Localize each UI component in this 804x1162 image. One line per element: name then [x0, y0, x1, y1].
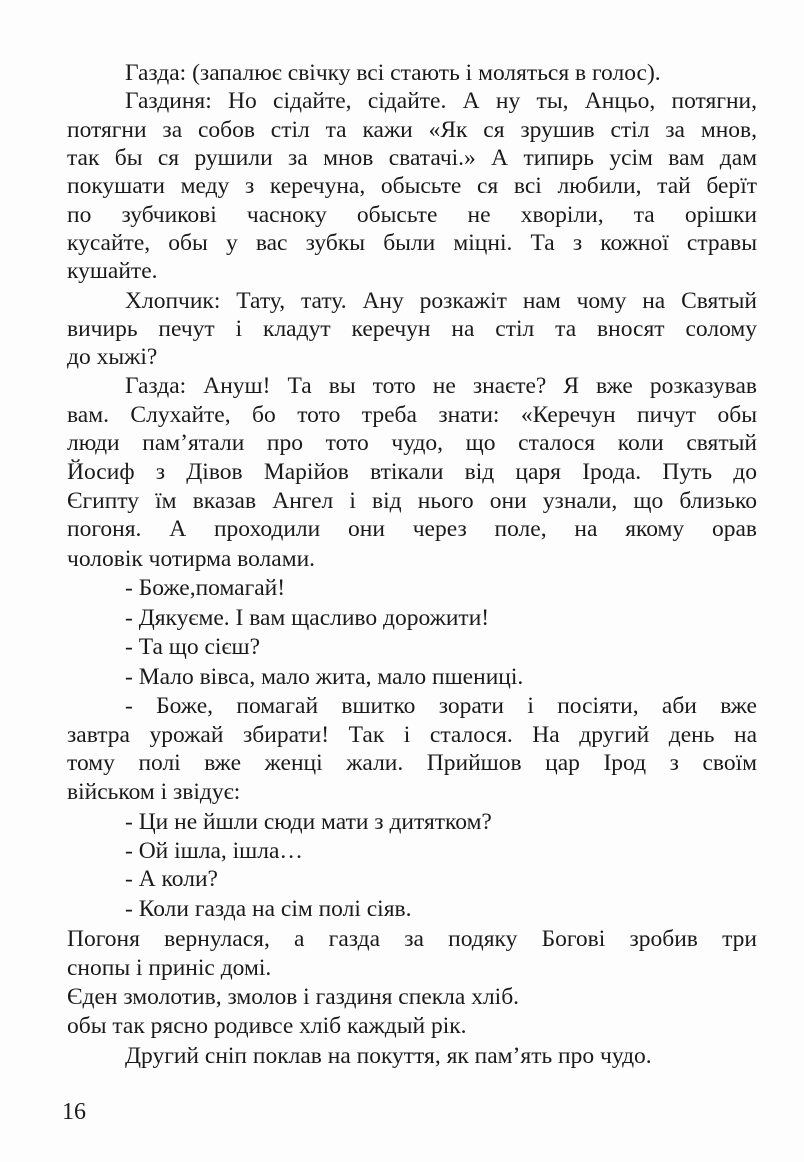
text-line: Йосиф з Дівов Марійов втікали від царя Ірода. Путь до	[67, 459, 757, 485]
text-line: - Боже, помагай вшитко зорати і посіяти, аби вже	[125, 693, 757, 719]
text-line: покушати меду з керечуна, обысьте ся всі любили, тай берїт	[67, 173, 757, 199]
text-line: - Коли газда на сім полі сіяв.	[125, 896, 412, 922]
text-line: - Та що сієш?	[125, 634, 261, 660]
text-line: Газдиня: Но сідайте, сідайте. А ну ты, Анцьо, потягни,	[125, 87, 757, 114]
text-line: - Ой ішла, ішла…	[125, 838, 303, 864]
text-line: - Мало вівса, мало жита, мало пшениці.	[125, 664, 524, 690]
text-line: Єгипту їм вказав Ангел і від нього они узнали, що близько	[67, 488, 757, 514]
text-line: тому полі вже женці жали. Прийшов цар Ірод з своїм	[67, 750, 757, 776]
text-line: погоня. А проходили они через поле, на якому орав	[67, 516, 757, 542]
text-line: чоловік чотирма волами.	[67, 546, 316, 572]
text-line: кусайте, обы у вас зубкы были міцні. Та з кожної стравы	[67, 230, 757, 256]
text-line: так бы ся рушили за мнов сватачі.» А типирь усім вам дам	[67, 144, 757, 171]
text-line: вичирь печут і кладут керечун на стіл та вносят солому	[67, 316, 757, 342]
text-line: обы так рясно родивсе хліб каждый рік.	[67, 1013, 467, 1039]
text-line: - Боже,помагай!	[125, 575, 286, 601]
text-line: вам. Слухайте, бо тото треба знати: «Керечун пичут обы	[67, 402, 757, 428]
text-line: Єден змолотив, змолов і газдиня спекла хліб.	[67, 984, 520, 1010]
text-line: - Дякуєме. І вам щасливо дорожити!	[125, 605, 490, 631]
text-line: Другий сніп поклав на покуття, як пам’ять про чудо.	[125, 1043, 652, 1069]
text-line: Газда: Ануш! Та вы тото не знаєте? Я вже розказував	[125, 373, 757, 399]
text-line: до хыжі?	[67, 344, 158, 370]
text-line: снопы і приніс домі.	[67, 955, 272, 981]
text-line: кушайте.	[67, 258, 158, 284]
page-number: 16	[62, 1099, 86, 1125]
text-line: - А коли?	[125, 866, 218, 892]
text-line: військом і звідує:	[67, 779, 241, 805]
text-line: завтра урожай збирати! Так і сталося. На другий день на	[67, 722, 757, 748]
text-line: потягни за собов стіл та кажи «Як ся зрушив стіл за мнов,	[67, 117, 757, 143]
text-line: - Ци не йшли сюди мати з дитятком?	[125, 809, 492, 835]
text-line: Газда: (запалює свічку всі стають і моляться в голос).	[125, 60, 661, 86]
text-line: люди пам’ятали про тото чудо, що сталося коли святый	[67, 430, 757, 456]
text-line: Погоня вернулася, а газда за подяку Богові зробив три	[67, 926, 757, 952]
text-line: по зубчикові часноку обысьте не хворіли, та орішки	[67, 202, 757, 228]
text-line: Хлопчик: Тату, тату. Ану розкажіт нам чому на Святый	[125, 288, 757, 314]
